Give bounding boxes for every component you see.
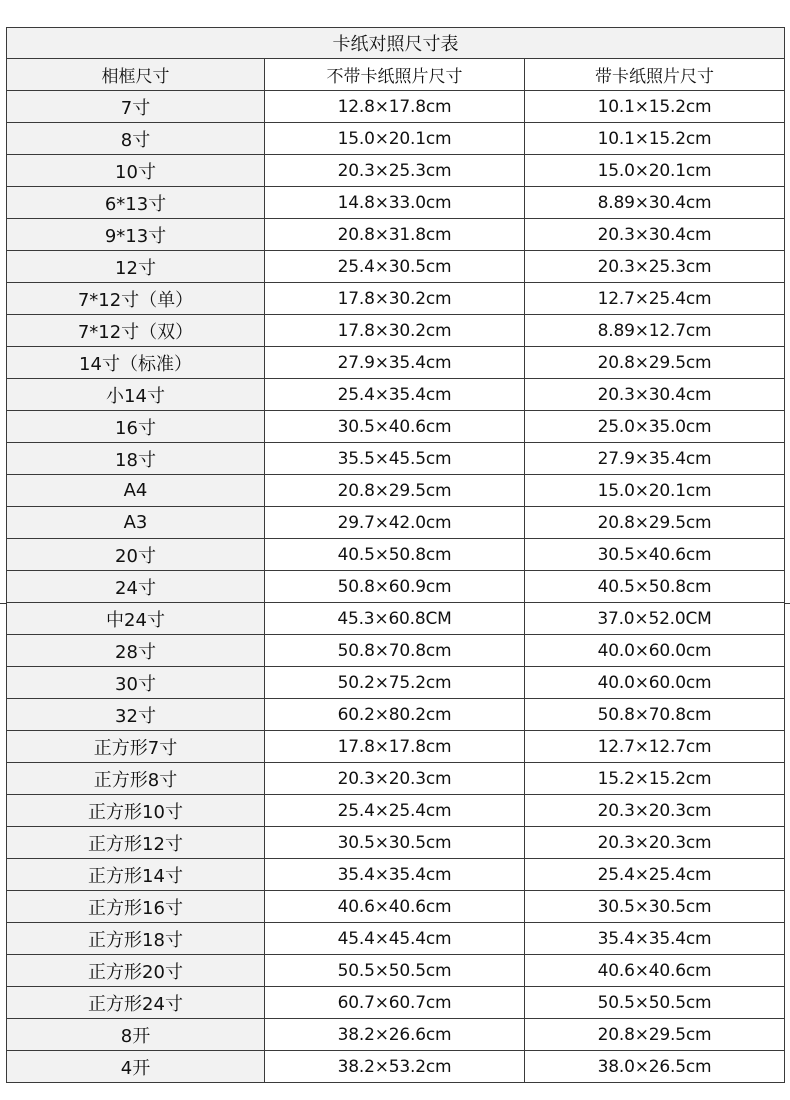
frame-size-cell: 20寸 xyxy=(7,539,265,571)
photo-with-mat-cell: 20.3×20.3cm xyxy=(525,827,785,859)
frame-size-cell: 8开 xyxy=(7,1019,265,1051)
table-row xyxy=(7,347,785,379)
photo-without-mat-cell: 17.8×17.8cm xyxy=(265,731,525,763)
photo-with-mat-cell: 40.6×40.6cm xyxy=(525,955,785,987)
photo-without-mat-cell: 50.5×50.5cm xyxy=(265,955,525,987)
header-frame-size: 相框尺寸 xyxy=(7,59,265,91)
photo-without-mat-cell: 35.5×45.5cm xyxy=(265,443,525,475)
photo-with-mat-cell: 25.4×25.4cm xyxy=(525,859,785,891)
photo-with-mat-cell: 10.1×15.2cm xyxy=(525,123,785,155)
table-row xyxy=(7,443,785,475)
table-row xyxy=(7,507,785,539)
table-row xyxy=(7,1019,785,1051)
frame-size-cell: 中24寸 xyxy=(7,603,265,635)
photo-without-mat-cell: 38.2×26.6cm xyxy=(265,1019,525,1051)
frame-size-cell: 18寸 xyxy=(7,443,265,475)
table-row xyxy=(7,731,785,763)
photo-with-mat-cell: 15.2×15.2cm xyxy=(525,763,785,795)
frame-size-cell: 24寸 xyxy=(7,571,265,603)
frame-size-cell: 9*13寸 xyxy=(7,219,265,251)
frame-size-cell: 正方形24寸 xyxy=(7,987,265,1019)
frame-size-cell: 正方形8寸 xyxy=(7,763,265,795)
photo-without-mat-cell: 50.8×70.8cm xyxy=(265,635,525,667)
frame-size-cell: 正方形16寸 xyxy=(7,891,265,923)
frame-size-cell: 正方形14寸 xyxy=(7,859,265,891)
table-row xyxy=(7,219,785,251)
photo-without-mat-cell: 20.3×25.3cm xyxy=(265,155,525,187)
table-body xyxy=(7,91,785,1083)
frame-size-cell: 小14寸 xyxy=(7,379,265,411)
table-row xyxy=(7,635,785,667)
photo-with-mat-cell: 30.5×40.6cm xyxy=(525,539,785,571)
photo-without-mat-cell: 15.0×20.1cm xyxy=(265,123,525,155)
photo-with-mat-cell: 25.0×35.0cm xyxy=(525,411,785,443)
table-row xyxy=(7,283,785,315)
photo-with-mat-cell: 20.3×30.4cm xyxy=(525,219,785,251)
frame-size-cell: A4 xyxy=(7,475,265,507)
photo-with-mat-cell: 40.5×50.8cm xyxy=(525,571,785,603)
photo-without-mat-cell: 20.8×29.5cm xyxy=(265,475,525,507)
table-title-row xyxy=(7,28,785,59)
photo-without-mat-cell: 25.4×30.5cm xyxy=(265,251,525,283)
frame-size-cell: 4开 xyxy=(7,1051,265,1083)
frame-size-cell: 30寸 xyxy=(7,667,265,699)
table-row xyxy=(7,571,785,603)
table-row xyxy=(7,91,785,123)
table-row xyxy=(7,155,785,187)
frame-size-cell: 正方形7寸 xyxy=(7,731,265,763)
photo-with-mat-cell: 35.4×35.4cm xyxy=(525,923,785,955)
photo-with-mat-cell: 20.3×20.3cm xyxy=(525,795,785,827)
table-row xyxy=(7,827,785,859)
photo-without-mat-cell: 40.6×40.6cm xyxy=(265,891,525,923)
photo-with-mat-cell: 12.7×12.7cm xyxy=(525,731,785,763)
photo-with-mat-cell: 15.0×20.1cm xyxy=(525,475,785,507)
frame-size-cell: 14寸（标准） xyxy=(7,347,265,379)
table-row xyxy=(7,763,785,795)
photo-without-mat-cell: 30.5×30.5cm xyxy=(265,827,525,859)
photo-without-mat-cell: 17.8×30.2cm xyxy=(265,283,525,315)
photo-with-mat-cell: 8.89×12.7cm xyxy=(525,315,785,347)
size-table-container xyxy=(6,27,784,1083)
photo-without-mat-cell: 14.8×33.0cm xyxy=(265,187,525,219)
table-title: 卡纸对照尺寸表 xyxy=(7,28,785,59)
photo-without-mat-cell: 30.5×40.6cm xyxy=(265,411,525,443)
photo-with-mat-cell: 15.0×20.1cm xyxy=(525,155,785,187)
table-row xyxy=(7,603,785,635)
photo-without-mat-cell: 25.4×25.4cm xyxy=(265,795,525,827)
frame-size-cell: 正方形20寸 xyxy=(7,955,265,987)
photo-without-mat-cell: 20.3×20.3cm xyxy=(265,763,525,795)
table-row xyxy=(7,123,785,155)
photo-without-mat-cell: 35.4×35.4cm xyxy=(265,859,525,891)
photo-without-mat-cell: 40.5×50.8cm xyxy=(265,539,525,571)
table-row xyxy=(7,795,785,827)
frame-size-cell: A3 xyxy=(7,507,265,539)
photo-without-mat-cell: 45.3×60.8CM xyxy=(265,603,525,635)
frame-size-cell: 正方形18寸 xyxy=(7,923,265,955)
frame-size-cell: 10寸 xyxy=(7,155,265,187)
left-edge-line xyxy=(0,603,6,604)
photo-with-mat-cell: 30.5×30.5cm xyxy=(525,891,785,923)
frame-size-cell: 32寸 xyxy=(7,699,265,731)
table-row xyxy=(7,859,785,891)
table-row xyxy=(7,379,785,411)
table-row xyxy=(7,987,785,1019)
table-row xyxy=(7,1051,785,1083)
photo-without-mat-cell: 45.4×45.4cm xyxy=(265,923,525,955)
photo-with-mat-cell: 12.7×25.4cm xyxy=(525,283,785,315)
frame-size-cell: 7寸 xyxy=(7,91,265,123)
photo-with-mat-cell: 20.3×25.3cm xyxy=(525,251,785,283)
table-row xyxy=(7,667,785,699)
frame-size-cell: 8寸 xyxy=(7,123,265,155)
table-header-row xyxy=(7,59,785,91)
frame-size-cell: 12寸 xyxy=(7,251,265,283)
frame-size-cell: 7*12寸（单） xyxy=(7,283,265,315)
photo-without-mat-cell: 29.7×42.0cm xyxy=(265,507,525,539)
header-photo-without-mat: 不带卡纸照片尺寸 xyxy=(265,59,525,91)
photo-without-mat-cell: 27.9×35.4cm xyxy=(265,347,525,379)
photo-without-mat-cell: 20.8×31.8cm xyxy=(265,219,525,251)
table-row xyxy=(7,891,785,923)
photo-without-mat-cell: 38.2×53.2cm xyxy=(265,1051,525,1083)
photo-without-mat-cell: 60.7×60.7cm xyxy=(265,987,525,1019)
photo-with-mat-cell: 38.0×26.5cm xyxy=(525,1051,785,1083)
photo-without-mat-cell: 50.2×75.2cm xyxy=(265,667,525,699)
photo-with-mat-cell: 8.89×30.4cm xyxy=(525,187,785,219)
table-row xyxy=(7,315,785,347)
table-row xyxy=(7,251,785,283)
photo-with-mat-cell: 37.0×52.0CM xyxy=(525,603,785,635)
table-row xyxy=(7,411,785,443)
photo-with-mat-cell: 40.0×60.0cm xyxy=(525,667,785,699)
table-row xyxy=(7,955,785,987)
photo-with-mat-cell: 20.3×30.4cm xyxy=(525,379,785,411)
photo-with-mat-cell: 20.8×29.5cm xyxy=(525,347,785,379)
header-photo-with-mat: 带卡纸照片尺寸 xyxy=(525,59,785,91)
frame-size-cell: 6*13寸 xyxy=(7,187,265,219)
photo-without-mat-cell: 25.4×35.4cm xyxy=(265,379,525,411)
photo-with-mat-cell: 27.9×35.4cm xyxy=(525,443,785,475)
table-row xyxy=(7,539,785,571)
frame-size-cell: 正方形10寸 xyxy=(7,795,265,827)
photo-with-mat-cell: 50.8×70.8cm xyxy=(525,699,785,731)
right-edge-line xyxy=(784,603,790,604)
photo-with-mat-cell: 20.8×29.5cm xyxy=(525,507,785,539)
table-row xyxy=(7,699,785,731)
photo-without-mat-cell: 17.8×30.2cm xyxy=(265,315,525,347)
table-row xyxy=(7,187,785,219)
frame-size-cell: 正方形12寸 xyxy=(7,827,265,859)
photo-with-mat-cell: 10.1×15.2cm xyxy=(525,91,785,123)
photo-without-mat-cell: 50.8×60.9cm xyxy=(265,571,525,603)
frame-size-table xyxy=(6,27,785,1083)
photo-with-mat-cell: 20.8×29.5cm xyxy=(525,1019,785,1051)
frame-size-cell: 28寸 xyxy=(7,635,265,667)
photo-without-mat-cell: 12.8×17.8cm xyxy=(265,91,525,123)
photo-without-mat-cell: 60.2×80.2cm xyxy=(265,699,525,731)
photo-with-mat-cell: 40.0×60.0cm xyxy=(525,635,785,667)
frame-size-cell: 16寸 xyxy=(7,411,265,443)
frame-size-cell: 7*12寸（双） xyxy=(7,315,265,347)
table-row xyxy=(7,475,785,507)
photo-with-mat-cell: 50.5×50.5cm xyxy=(525,987,785,1019)
table-row xyxy=(7,923,785,955)
